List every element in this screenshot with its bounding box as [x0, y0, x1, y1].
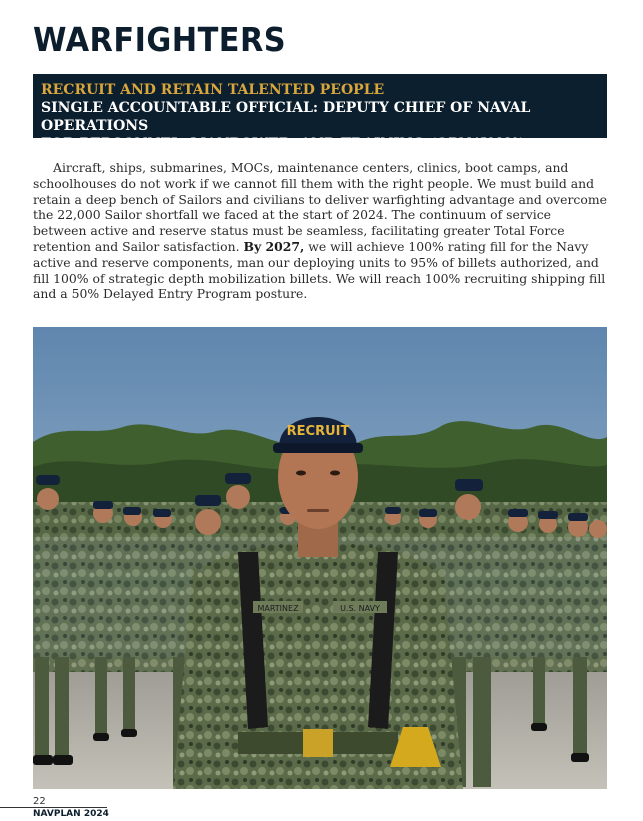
service-tape: U.S. NAVY — [340, 604, 380, 613]
body-paragraph — [33, 160, 607, 302]
cap-lettering: RECRUIT — [286, 424, 350, 439]
body-text-intro: Aircraft, ships, submarines, MOCs, maintenance centers, clinics, boot camps, and schoolhouses do not work if we cannot fill them with the right people. We must build and retain a deep bench of Sailors and civilians to deliver warfighting advantage and overcome the 22,000 Sailor shortfall we faced at the start of 2024. The continuum of service between active and reserve status must be seamless, facilitating greater Total Force retention and Sailor satisfaction. — [33, 160, 607, 254]
banner-kicker: RECRUIT AND RETAIN TALENTED PEOPLE — [41, 82, 385, 98]
page-title: WARFIGHTERS — [33, 20, 287, 59]
name-tape: MARTINEZ — [257, 604, 299, 613]
body-text-goals: we will achieve 100% rating fill for the Navy active and reserve components, man our deploying units to 95% of billets authorized, and fill 100% of strategic depth mobilization billets. We will reach 100% recruiting shipping fill and a 50% Delayed Entry Program posture. — [33, 238, 606, 302]
section-banner — [33, 74, 607, 152]
banner-official-line-2: FOR PERSONNEL, MANPOWER, AND TRAINING (OPNAV N1) — [41, 136, 527, 152]
page-number: 22 — [33, 796, 46, 807]
publication-label: NAVPLAN 2024 — [33, 809, 109, 819]
body-text-bold: By 2027, — [243, 238, 305, 254]
footer-divider — [0, 807, 107, 808]
recruit-photo — [33, 327, 607, 789]
banner-official-line-1: SINGLE ACCOUNTABLE OFFICIAL: DEPUTY CHIEF OF NAVAL OPERATIONS — [41, 100, 531, 134]
